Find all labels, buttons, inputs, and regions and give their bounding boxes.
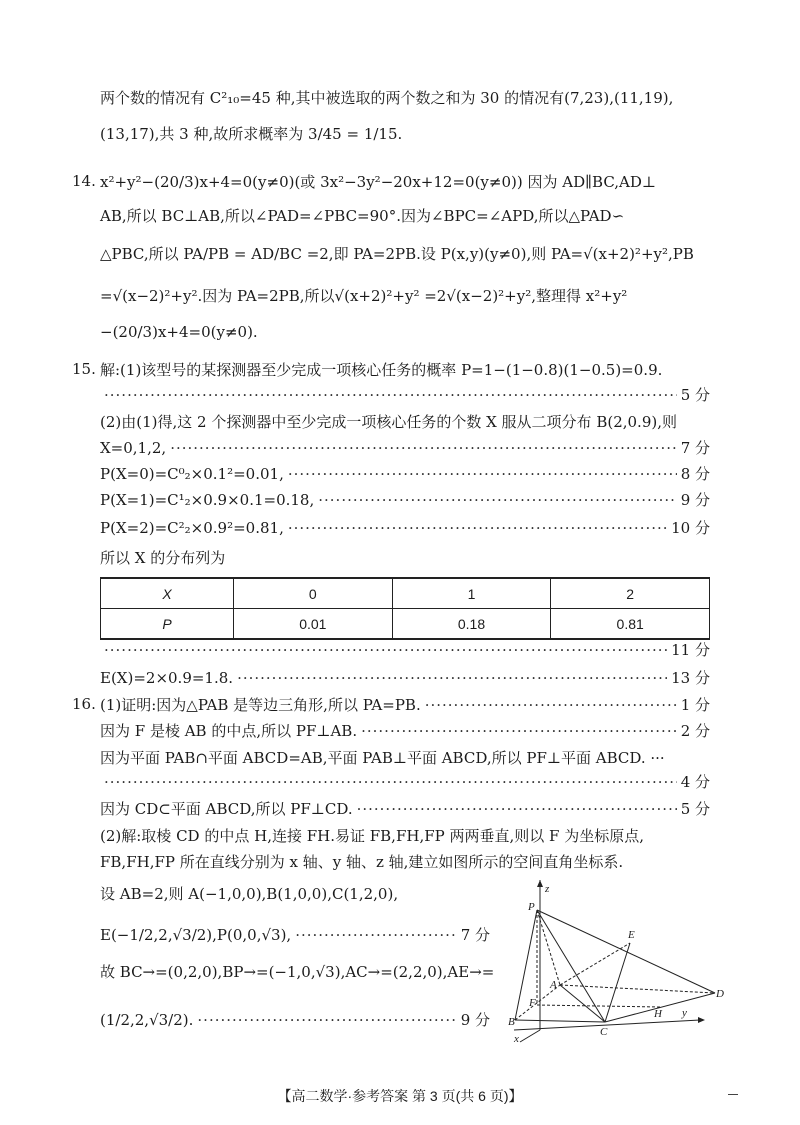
score: 13 分: [671, 669, 710, 687]
question-number: 15.: [72, 360, 96, 378]
text-line: 解:(1)该型号的某探测器至少完成一项核心任务的概率 P=1−(1−0.8)(1−0.5)=0.9.: [100, 361, 663, 379]
score: 8 分: [680, 465, 710, 483]
table-row: [101, 609, 710, 640]
score-line: [100, 490, 710, 510]
point-label: F: [529, 997, 536, 1009]
score-line: [100, 925, 490, 945]
text-line: (2)解:取棱 CD 的中点 H,连接 FH.易证 FB,FH,FP 两两垂直,则以 F 为坐标原点,: [100, 827, 644, 845]
segment-AE: [560, 943, 630, 985]
score-line: [100, 695, 710, 715]
pyramid-diagram: [500, 880, 730, 1045]
text-span: 因为 CD⊂平面 ABCD,所以 PF⊥CD.: [100, 800, 353, 818]
text-span: P(X=0)=C⁰₂×0.1²=0.01,: [100, 465, 284, 483]
y-arrow: [698, 1017, 705, 1023]
score-line: [100, 464, 710, 484]
edge-PD: [537, 910, 715, 993]
point-label: x: [514, 1033, 519, 1045]
edge-BC: [515, 1020, 605, 1022]
score: 9 分: [680, 491, 710, 509]
score: 10 分: [671, 519, 710, 537]
text-line: 所以 X 的分布列为: [100, 549, 226, 567]
text-line: =√(x−2)²+y².因为 PA=2PB,所以√(x+2)²+y² =2√(x−2)²+y²,整理得 x²+y²: [100, 287, 628, 305]
table-header-cell: 0: [234, 578, 393, 609]
point-label: y: [682, 1007, 687, 1019]
point-label: H: [654, 1008, 662, 1020]
text-line: −(20/3)x+4=0(y≠0).: [100, 323, 258, 341]
table-cell: 0.01: [234, 609, 393, 640]
question-number: 16.: [72, 695, 96, 713]
point-label: D: [716, 988, 724, 1000]
score: 4 分: [680, 773, 710, 791]
text-span: E(X)=2×0.9=1.8.: [100, 669, 234, 687]
text-span: 因为 F 是棱 AB 的中点,所以 PF⊥AB.: [100, 722, 358, 740]
z-arrow: [537, 880, 543, 887]
question-number: 14.: [72, 172, 96, 190]
point-label: C: [600, 1026, 608, 1038]
score: 7 分: [460, 926, 490, 944]
table-header-cell: 1: [392, 578, 551, 609]
score: 5 分: [680, 386, 710, 404]
score-line: [100, 518, 710, 538]
text-line: 两个数的情况有 C²₁₀=45 种,其中被选取的两个数之和为 30 的情况有(7,23),(11,19),: [100, 89, 674, 107]
text-line: 因为平面 PAB∩平面 ABCD=AB,平面 PAB⊥平面 ABCD,所以 PF⊥平面 ABCD. ···: [100, 749, 665, 767]
score: 5 分: [680, 800, 710, 818]
text-line: (2)由(1)得,这 2 个探测器中至少完成一项核心任务的个数 X 服从二项分布 B(2,0.9),则: [100, 413, 677, 431]
text-line: 设 AB=2,则 A(−1,0,0),B(1,0,0),C(1,2,0),: [100, 885, 399, 903]
corner-mark: [728, 1094, 738, 1095]
segment-AC: [560, 985, 605, 1022]
table-cell: 0.18: [392, 609, 551, 640]
segment-FH: [537, 1005, 660, 1007]
x-axis: [520, 1030, 540, 1042]
text-line: AB,所以 BC⊥AB,所以∠PAD=∠PBC=90°.因为∠BPC=∠APD,所以△PAD∽: [100, 207, 625, 225]
text-span: E(−1/2,2,√3/2),P(0,0,√3),: [100, 926, 292, 944]
page-footer: 【高二数学·参考答案 第 3 页(共 6 页)】: [277, 1088, 523, 1104]
table-header-cell: 2: [551, 578, 710, 609]
text-span: P(X=1)=C¹₂×0.9×0.1=0.18,: [100, 491, 315, 509]
point-label: E: [628, 929, 635, 941]
text-span: (1/2,2,√3/2).: [100, 1011, 194, 1029]
text-span: (1)证明:因为△PAB 是等边三角形,所以 PA=PB.: [100, 696, 421, 714]
distribution-table: [100, 577, 710, 640]
point-label: z: [545, 883, 550, 895]
score: 7 分: [680, 439, 710, 457]
score-line: [100, 772, 710, 792]
score: 1 分: [680, 696, 710, 714]
point-label: A: [550, 979, 557, 991]
score: 11 分: [671, 641, 710, 659]
table-cell: P: [101, 609, 234, 640]
text-line: 故 BC→=(0,2,0),BP→=(−1,0,√3),AC→=(2,2,0),AE→=: [100, 963, 495, 981]
score-line: [100, 438, 710, 458]
score-line: [100, 385, 710, 405]
text-line: △PBC,所以 PA/PB = AD/BC =2,即 PA=2PB.设 P(x,y)(y≠0),则 PA=√(x+2)²+y²,PB: [100, 245, 694, 263]
text-span: X=0,1,2,: [100, 439, 167, 457]
table-header-cell: X: [101, 578, 234, 609]
text-line: (13,17),共 3 种,故所求概率为 3/45 = 1/15.: [100, 125, 403, 143]
score-line: [100, 1010, 490, 1030]
segment-CE: [605, 943, 630, 1022]
score-line: [100, 668, 710, 688]
score-line: [100, 721, 710, 741]
point-label: P: [528, 901, 535, 913]
score-line: [100, 799, 710, 819]
score: 9 分: [460, 1011, 490, 1029]
table-cell: 0.81: [551, 609, 710, 640]
point-label: B: [508, 1016, 515, 1028]
text-span: P(X=2)=C²₂×0.9²=0.81,: [100, 519, 284, 537]
score-line: [100, 640, 710, 660]
text-line: x²+y²−(20/3)x+4=0(y≠0)(或 3x²−3y²−20x+12=0(y≠0)) 因为 AD∥BC,AD⊥: [100, 173, 657, 191]
text-line: FB,FH,FP 所在直线分别为 x 轴、y 轴、z 轴,建立如图所示的空间直角坐标系.: [100, 853, 624, 871]
table-row: [101, 578, 710, 609]
score: 2 分: [680, 722, 710, 740]
